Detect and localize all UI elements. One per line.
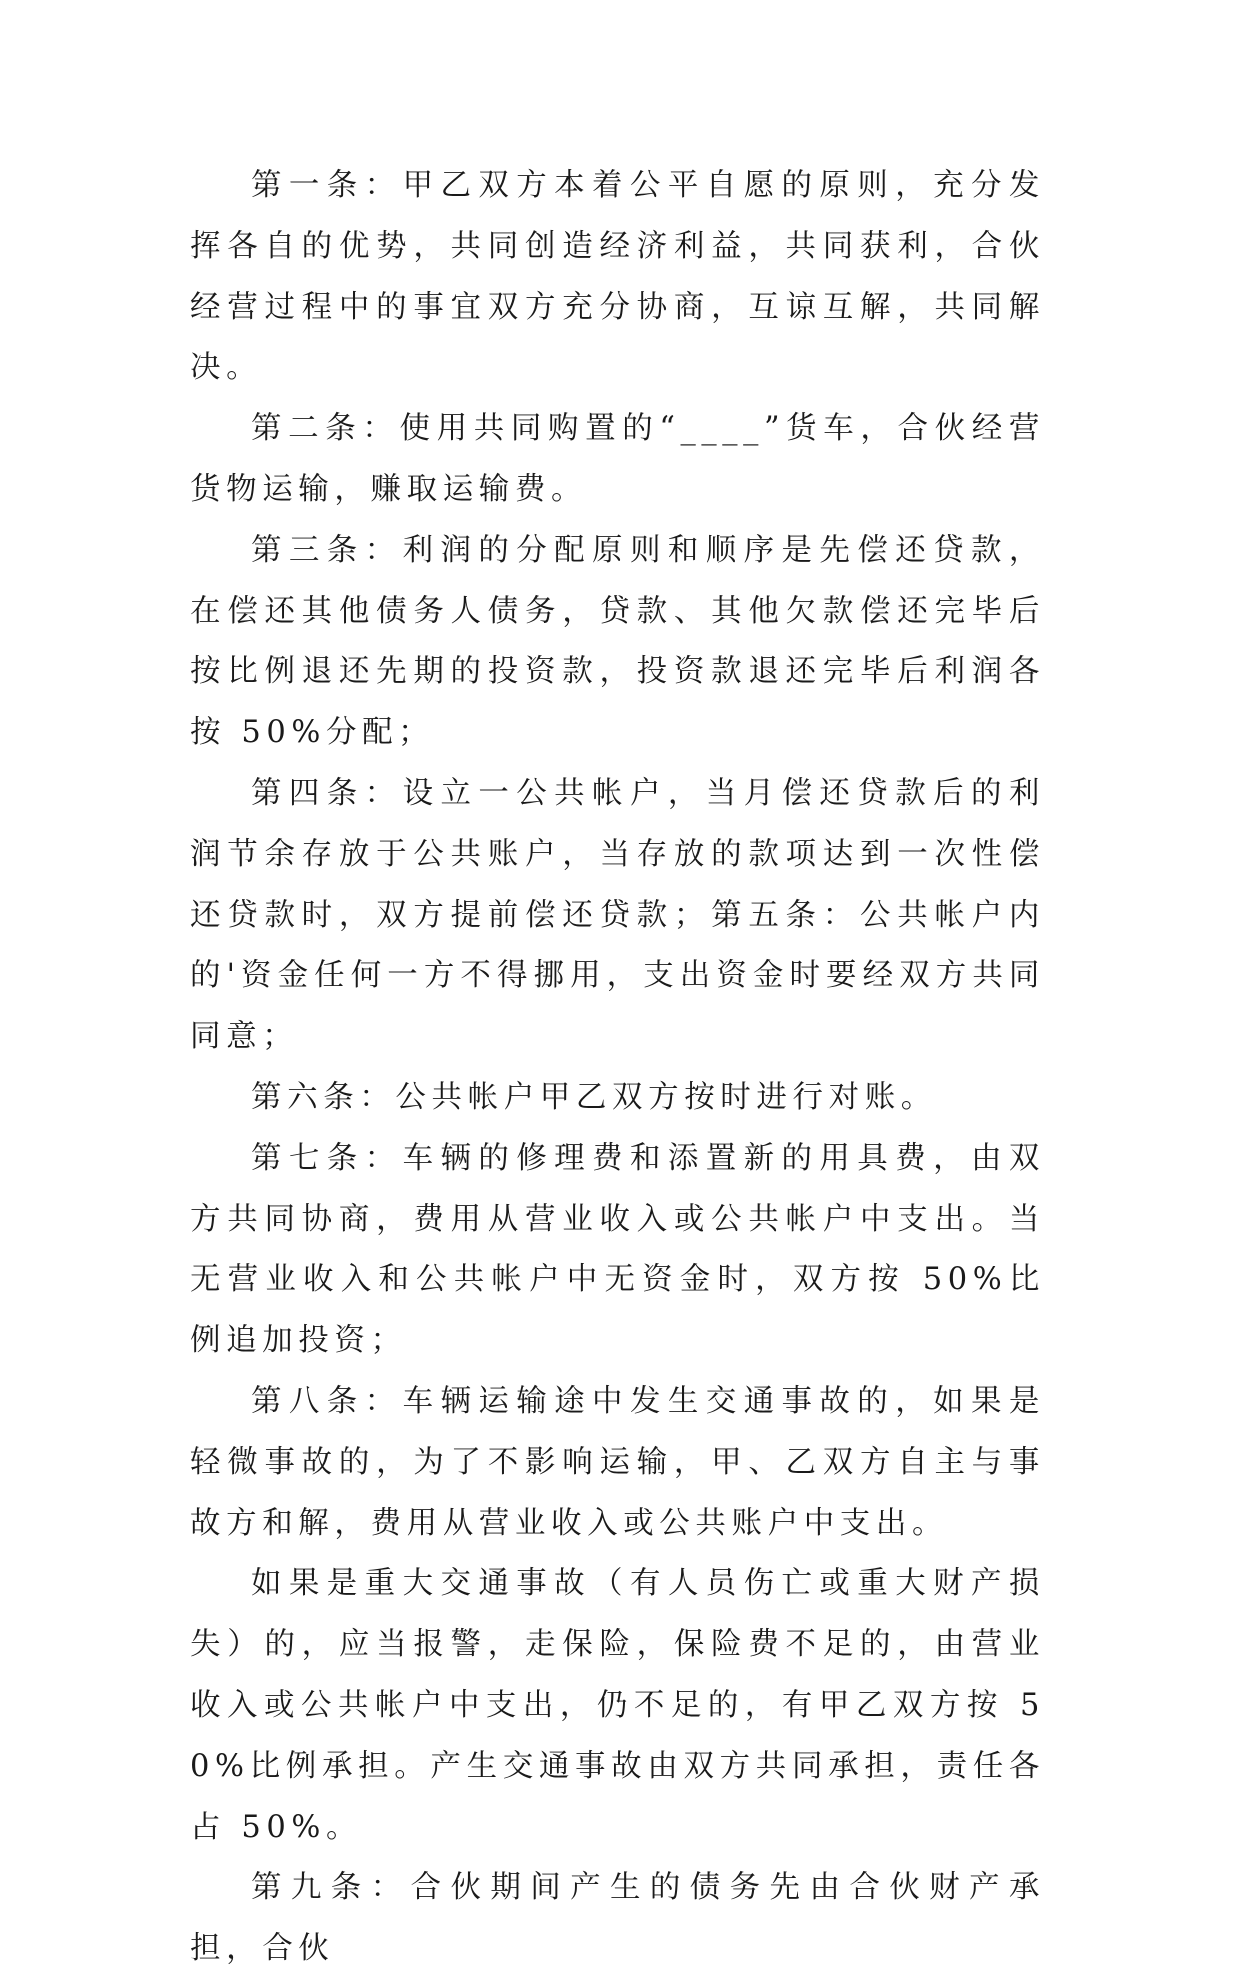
article-9-paragraph: 第九条：合伙期间产生的债务先由合伙财产承担，合伙 [190, 1870, 1045, 1967]
article-2-paragraph: 第二条：使用共同购置的“____”货车，合伙经营货物运输，赚取运输费。 [190, 411, 1045, 507]
article-8-continued-paragraph: 如果是重大交通事故（有人员伤亡或重大财产损失）的，应当报警，走保险，保险费不足的，由营业收入或公共帐户中支出，仍不足的，有甲乙双方按 50%比例承担。产生交通事故由双方共同承担，责任各占 50%。 [190, 1566, 1045, 1845]
article-6-paragraph: 第六条：公共帐户甲乙双方按时进行对账。 [251, 1079, 937, 1115]
article-4-5-paragraph: 第四条：设立一公共帐户，当月偿还贷款后的利润节余存放于公共账户，当存放的款项达到一次性偿还贷款时，双方提前偿还贷款；第五条：公共帐户内的'资金任何一方不得挪用，支出资金时要经双方共同同意； [190, 775, 1045, 1055]
article-8-paragraph: 第八条：车辆运输途中发生交通事故的，如果是轻微事故的，为了不影响运输，甲、乙双方自主与事故方和解，费用从营业收入或公共账户中支出。 [190, 1383, 1045, 1541]
document-body [190, 156, 1045, 1980]
article-7-paragraph: 第七条：车辆的修理费和添置新的用具费，由双方共同协商，费用从营业收入或公共帐户中支出。当无营业收入和公共帐户中无资金时，双方按 50%比例追加投资； [190, 1140, 1045, 1359]
article-3-paragraph: 第三条：利润的分配原则和顺序是先偿还贷款，在偿还其他债务人债务，贷款、其他欠款偿还完毕后按比例退还先期的投资款，投资款退还完毕后利润各按 50%分配； [190, 532, 1045, 751]
article-1-paragraph: 第一条：甲乙双方本着公平自愿的原则，充分发挥各自的优势，共同创造经济利益，共同获利，合伙经营过程中的事宜双方充分协商，互谅互解，共同解决。 [190, 168, 1045, 386]
